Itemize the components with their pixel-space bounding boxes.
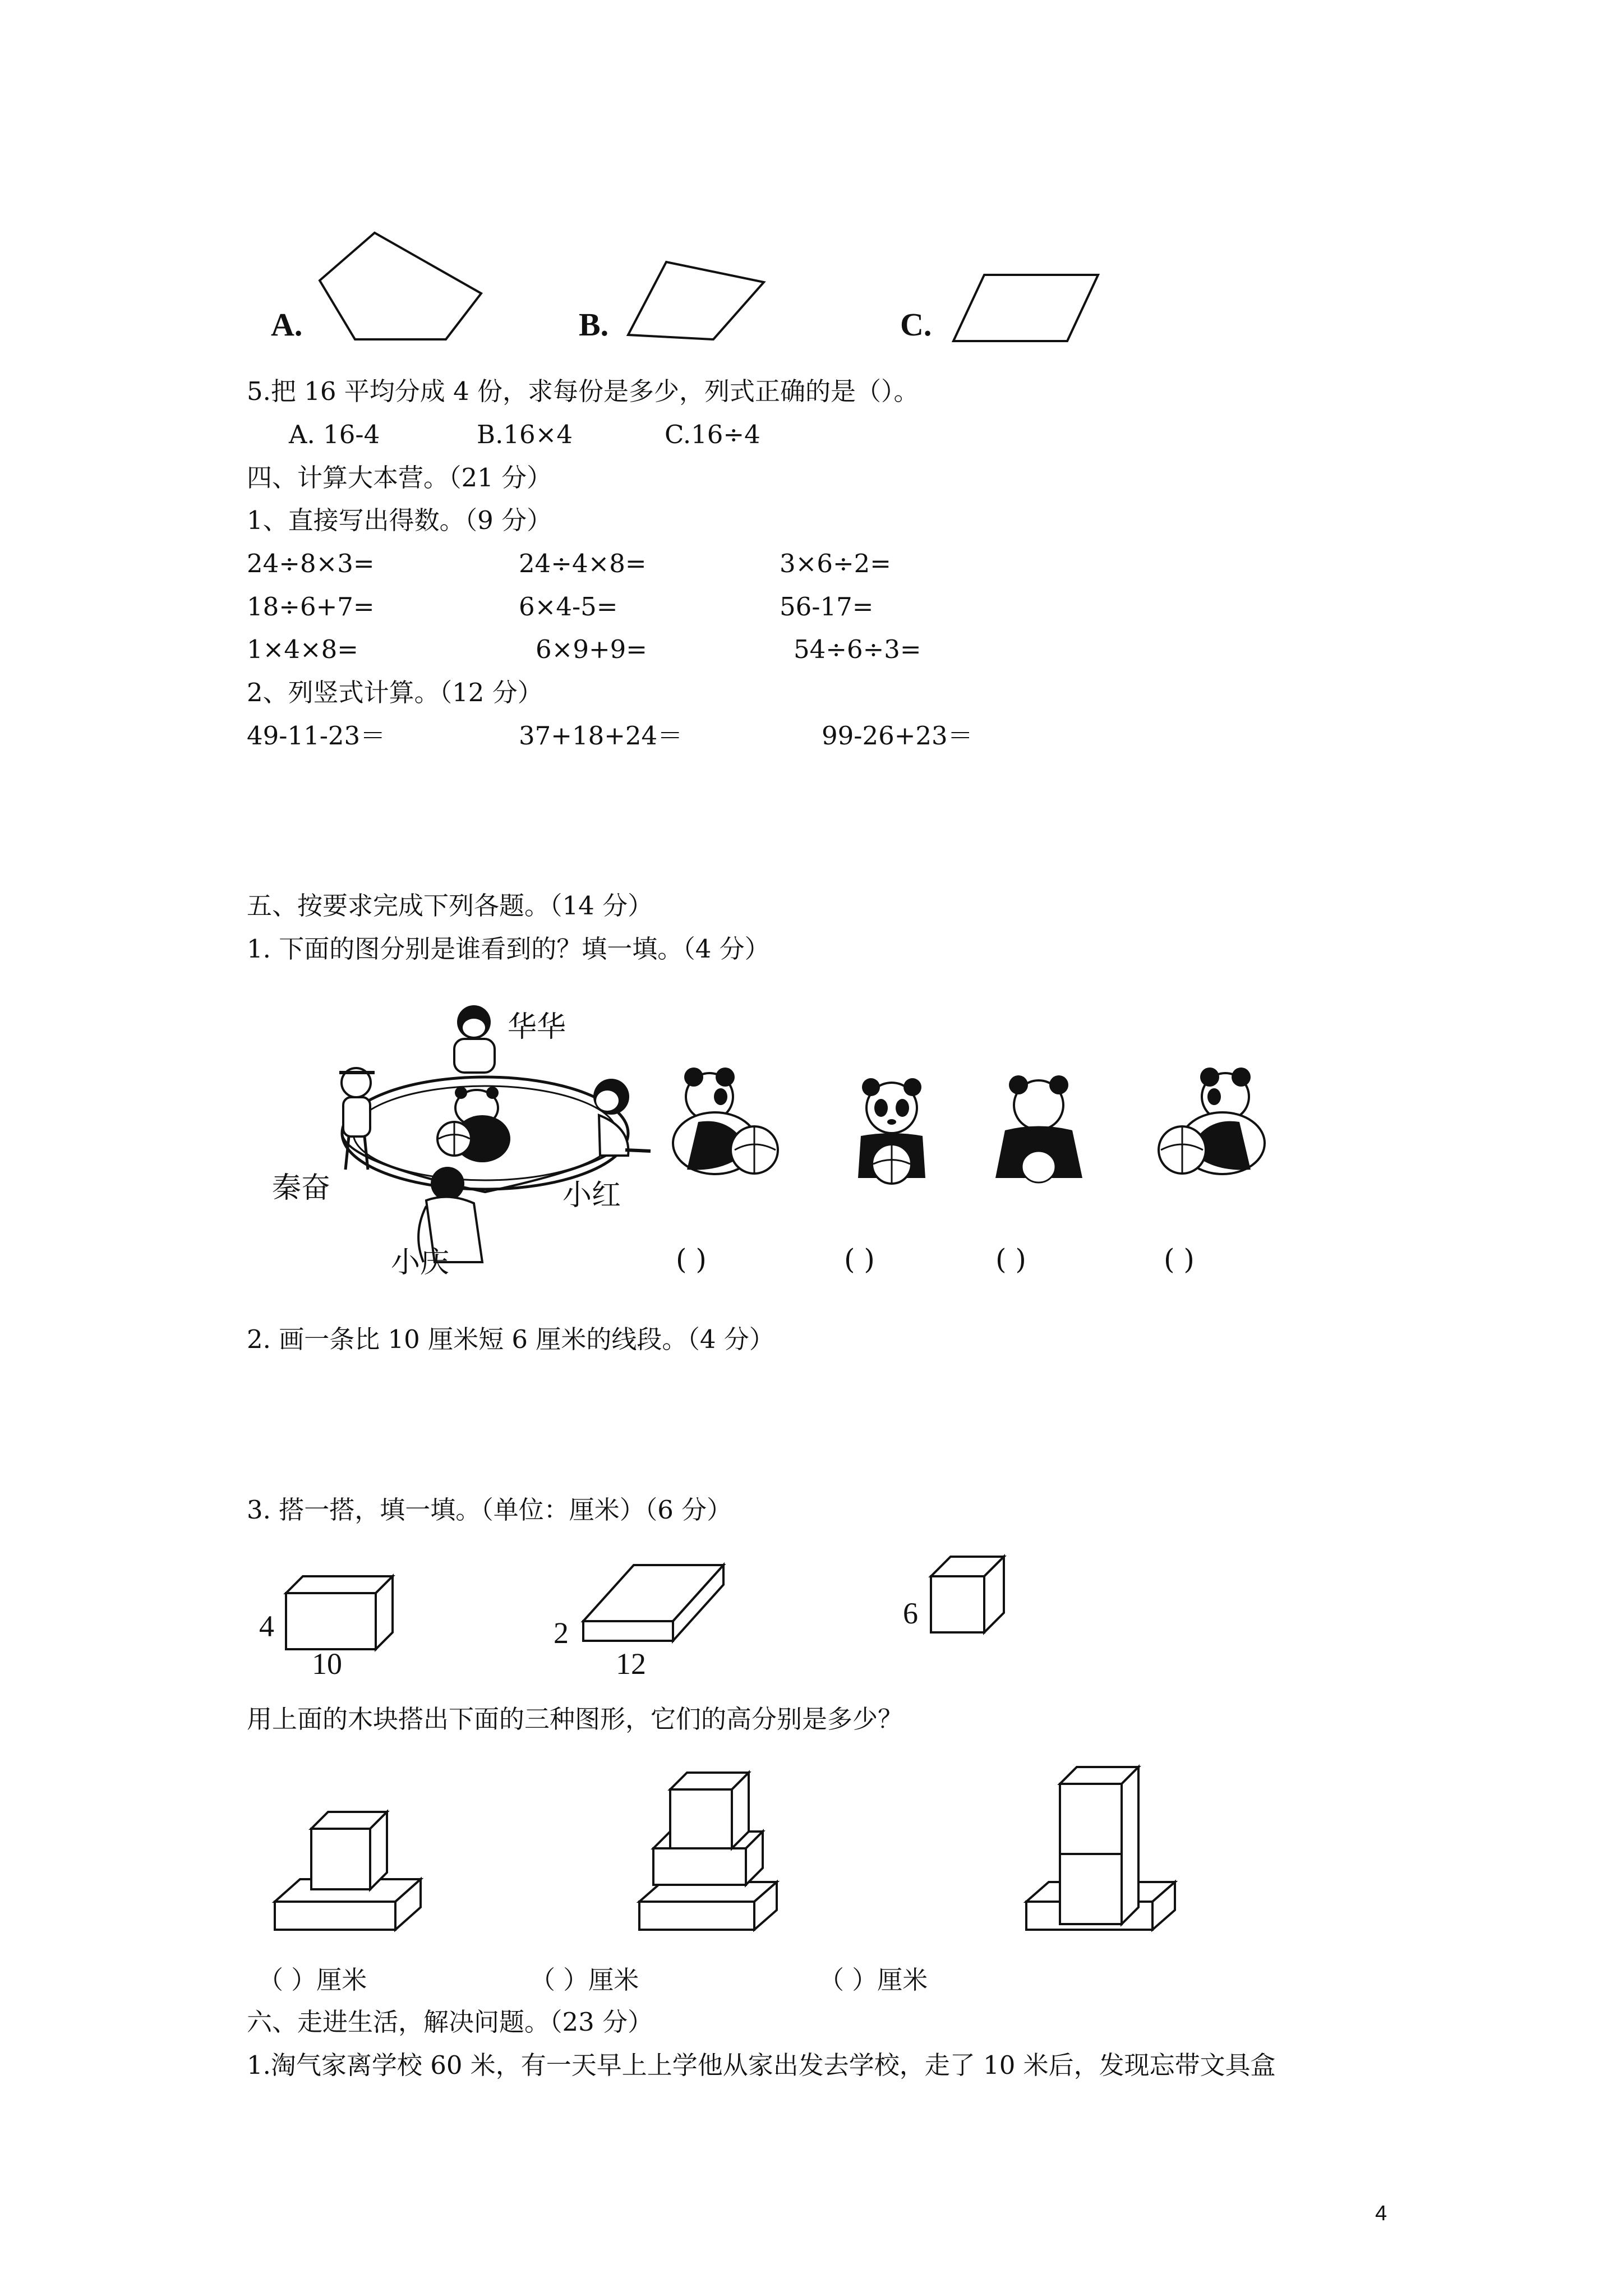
height-answer[interactable]: （ ）厘米 <box>530 1965 639 1995</box>
calc-item: 1×4×8= <box>247 634 359 664</box>
section6-title: 六、走进生活，解决问题。（23 分） <box>247 2007 653 2037</box>
section4-title: 四、计算大本营。（21 分） <box>247 463 552 493</box>
section5-q2-text: 2. 画一条比 10 厘米短 6 厘米的线段。（4 分） <box>247 1324 774 1354</box>
height-answer[interactable]: （ ）厘米 <box>258 1965 367 1995</box>
name-qinfen: 秦奋 <box>272 1171 331 1205</box>
section5-title: 五、按要求完成下列各题。（14 分） <box>247 891 653 921</box>
panda-side-view-right <box>1155 1066 1273 1178</box>
table-scene-illustration <box>314 999 651 1279</box>
section6-q1-text: 1.淘气家离学校 60 米，有一天早上上学他从家出发去学校，走了 10 米后，发现忘带文具盒 <box>247 2050 1276 2080</box>
height-answer[interactable]: （ ）厘米 <box>819 1965 928 1995</box>
calc-item: 56-17= <box>780 592 874 622</box>
block1-height: 4 <box>259 1609 274 1643</box>
calc-item: 24÷8×3= <box>247 549 375 578</box>
stack-figure-1 <box>272 1806 429 1935</box>
cube-6 <box>925 1551 1015 1644</box>
calc-item: 6×9+9= <box>536 634 648 664</box>
answer-blank[interactable]: ( ) <box>676 1243 707 1276</box>
q5-option-a: A. 16-4 <box>289 420 380 449</box>
block-4x10 <box>280 1571 404 1649</box>
section5-q3-question: 用上面的木块搭出下面的三种图形，它们的高分别是多少？ <box>247 1704 903 1734</box>
cube-side: 6 <box>903 1596 918 1630</box>
page-number: 4 <box>1375 2202 1387 2225</box>
section5-q3-text: 3. 搭一搭，填一填。（单位：厘米）（6 分） <box>247 1495 732 1525</box>
calc-item: 54÷6÷3= <box>794 634 921 664</box>
section4-part2-title: 2、列竖式计算。（12 分） <box>247 678 543 707</box>
answer-blank[interactable]: ( ) <box>1164 1243 1195 1276</box>
parallelogram-shape <box>948 269 1105 345</box>
block2-length: 12 <box>616 1647 646 1681</box>
vertical-calc-item: 49-11-23＝ <box>247 721 386 751</box>
option-a-label: A. <box>271 306 303 343</box>
calc-item: 18÷6+7= <box>247 592 375 622</box>
section4-part1-title: 1、直接写出得数。（9 分） <box>247 505 552 535</box>
q5-option-b: B.16×4 <box>477 420 573 449</box>
option-b-label: B. <box>579 306 609 343</box>
panda-front-view <box>844 1077 942 1189</box>
calc-item: 24÷4×8= <box>519 549 647 578</box>
block-2x12 <box>578 1559 729 1652</box>
stack-figure-2 <box>637 1767 791 1935</box>
name-xiaoqing: 小庆 <box>391 1246 450 1280</box>
block2-height: 2 <box>554 1616 569 1650</box>
panda-side-view-left <box>665 1066 777 1178</box>
quadrilateral-shape <box>623 255 771 348</box>
name-huahua: 华华 <box>508 1010 566 1044</box>
q5-option-c: C.16÷4 <box>665 420 760 449</box>
panda-back-view <box>993 1077 1088 1189</box>
answer-blank[interactable]: ( ) <box>995 1243 1026 1276</box>
pentagon-shape <box>314 227 494 348</box>
vertical-calc-item: 99-26+23＝ <box>822 721 973 751</box>
calc-item: 3×6÷2= <box>780 549 892 578</box>
q5-text: 5.把 16 平均分成 4 份，求每份是多少，列式正确的是（）。 <box>247 376 919 406</box>
option-c-label: C. <box>900 306 932 343</box>
section5-q1-text: 1. 下面的图分别是谁看到的？填一填。（4 分） <box>247 934 770 964</box>
stack-figure-3 <box>1021 1761 1183 1941</box>
name-xiaohong: 小红 <box>562 1179 621 1212</box>
block1-length: 10 <box>312 1647 342 1681</box>
vertical-calc-item: 37+18+24＝ <box>519 721 683 751</box>
answer-blank[interactable]: ( ) <box>844 1243 875 1276</box>
calc-item: 6×4-5= <box>519 592 618 622</box>
